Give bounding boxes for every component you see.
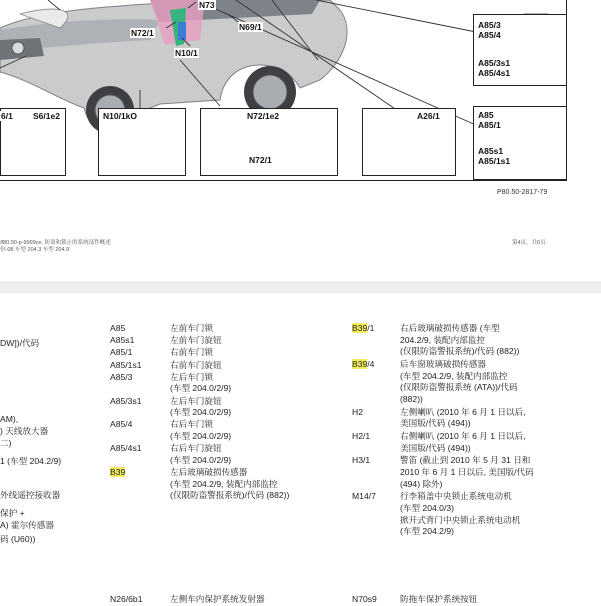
description-line: 美国版/代码 (494)) <box>400 418 471 429</box>
page-number: 第4页，共6页 <box>512 240 546 246</box>
left-column-line: ) 天线放大器 <box>0 426 49 436</box>
left-column-line: 保护 + <box>0 508 25 518</box>
left-column-line: A) 霍尔传感器 <box>0 520 54 530</box>
description-line: 左前车门旋钮 <box>170 335 222 346</box>
description-line: (车型 204.2/9, 装配内部监控 <box>170 478 278 489</box>
legend-code: H2 <box>352 406 363 417</box>
legend-description <box>170 335 340 347</box>
description-line: (仅限防盗警报系统)/代码 (882)) <box>170 490 290 501</box>
page-separator <box>0 281 601 293</box>
component-diagram <box>0 0 567 181</box>
description-line: (仅限防盗警报系统 (ATA))/代码 <box>400 382 518 393</box>
description-line: 左后车门锁 <box>170 371 213 382</box>
legend-description <box>170 419 340 442</box>
description-line: (车型 204.0/3) <box>400 502 454 513</box>
description-line: (494) 除外) <box>400 478 443 489</box>
description-line: 左后车门旋钮 <box>170 395 222 406</box>
legend-code: A85/4s1 <box>110 443 142 454</box>
legend-description <box>170 347 340 359</box>
description-line: 右前车门旋钮 <box>170 359 222 370</box>
description-line: 左前车门锁 <box>170 323 213 333</box>
label-a26-1: A26/1 <box>417 111 440 121</box>
description-line: (车型 204.0/2/9) <box>170 454 232 465</box>
description-line: 美国版/代码 (494)) <box>400 442 471 453</box>
legend-description <box>170 467 340 502</box>
label-a85-3s1: A85/3s1 <box>478 58 511 68</box>
label-n10-1ko: N10/1kO <box>103 111 138 121</box>
legend-description <box>170 443 340 466</box>
legend-code: H3/1 <box>352 455 371 466</box>
description-line: 右侧喇叭 (2010 年 6 月 1 日以后, <box>400 431 526 441</box>
description-line: (车型 204.0/2/9) <box>170 383 232 394</box>
legend-description <box>170 323 340 335</box>
legend-description <box>400 407 596 430</box>
description-line: (车型 204.0/2/9) <box>170 407 232 418</box>
legend-description: 防拖车保护系统按钮 <box>400 594 478 604</box>
label-a85-4: A85/4 <box>478 30 501 40</box>
left-column-line: 1 (车型 204.2/9) <box>0 456 62 466</box>
description-line: 2010 年 6 月 1 日以后, 美国版/代码 <box>400 466 534 477</box>
label-a85-1s1: A85/1s1 <box>478 156 511 166</box>
legend-description <box>400 431 596 454</box>
legend-code: B39/4 <box>352 359 375 369</box>
legend-code: A85/3 <box>110 371 133 382</box>
description-line: 后车窗玻璃破损传感器 <box>400 359 486 369</box>
left-column-line: 外线遥控接收器 <box>0 490 61 500</box>
left-column-line: DW])/代码 <box>0 338 40 348</box>
description-line: 204.2/9, 装配内部监控 <box>400 334 486 345</box>
footer-doc-title: /f80.00-p-9999ce, 防盗和锁止的系统部件概述 <box>0 240 111 246</box>
description-line: 警笛 (截止到 2010 年 5 月 31 日和 <box>400 455 531 466</box>
description-line: (车型 204.0/2/9) <box>170 430 232 441</box>
description-line: 右后玻璃破损传感器 (车型 <box>400 323 500 333</box>
legend-code: B39/1 <box>352 323 375 333</box>
left-column-line: 二) <box>0 438 12 448</box>
legend-description: 左侧车内保护系统发射器 <box>170 594 265 604</box>
legend-code: A85s1 <box>110 335 135 346</box>
legend-description <box>170 372 340 395</box>
description-line: 右后车门锁 <box>170 419 213 430</box>
figure-reference: P80.50-2817-79 <box>497 189 548 196</box>
description-line: 行李箱盖中央锁止系统电动机 <box>400 491 512 502</box>
description-line: (仅限防盗警报系统)/代码 (882)) <box>400 346 520 357</box>
legend-description <box>400 359 596 405</box>
legend-description <box>400 455 596 490</box>
label-a85-4s1: A85/4s1 <box>478 68 511 78</box>
box-door-handle <box>362 108 456 176</box>
label-a85-3: A85/3 <box>478 20 501 30</box>
legend-code: B39 <box>110 467 126 477</box>
description-line: 右前车门锁 <box>170 347 213 358</box>
description-line: 右后车门旋钮 <box>170 443 222 454</box>
legend-code: A85/1s1 <box>110 359 142 370</box>
label-a85: A85 <box>478 110 494 120</box>
left-column-line: 码 (U60)) <box>0 534 36 544</box>
legend-code: A85/3s1 <box>110 395 142 406</box>
description-line: (车型 204.2/9, 装配内部监控 <box>400 370 508 381</box>
legend-code: A85/4 <box>110 419 133 430</box>
description-line: 左侧喇叭 (2010 年 6 月 1 日以后, <box>400 406 526 417</box>
legend-code: N26/6b1 <box>110 594 143 604</box>
label-n73: N73 <box>199 0 215 10</box>
label-a85s1: A85s1 <box>478 146 504 156</box>
label-n72-1e2: N72/1e2 <box>247 111 280 121</box>
description-line: (车型 204.2/9) <box>400 526 454 537</box>
legend-code: A85/1 <box>110 347 133 358</box>
label-n69-1: N69/1 <box>239 22 262 32</box>
label-n10-1: N10/1 <box>175 48 198 58</box>
legend-description <box>170 360 340 372</box>
legend-description <box>400 491 596 537</box>
label-a85-1: A85/1 <box>478 120 501 130</box>
legend-description <box>400 323 596 358</box>
label-s6-1e2: S6/1e2 <box>33 111 60 121</box>
legend-code: N70s9 <box>352 594 377 604</box>
label-n72-1-bottom: N72/1 <box>249 155 272 165</box>
description-line: (882)) <box>400 393 423 404</box>
label-s6-1: 6/1 <box>1 111 13 121</box>
legend-code: A85 <box>110 323 126 333</box>
legend-description <box>170 396 340 419</box>
description-line: 左后玻璃破损传感器 <box>170 467 248 477</box>
legend-code: H2/1 <box>352 431 371 441</box>
label-n72-1-top: N72/1 <box>131 28 154 38</box>
left-column-line: AM), <box>0 414 19 424</box>
description-line: 掀开式背门中央锁止系统电动机 <box>400 514 521 525</box>
footer-doc-model: 份-08 车型 204.3 车型 204.9' <box>0 247 71 253</box>
legend-code: M14/7 <box>352 491 376 502</box>
page-footer-left <box>0 240 111 254</box>
